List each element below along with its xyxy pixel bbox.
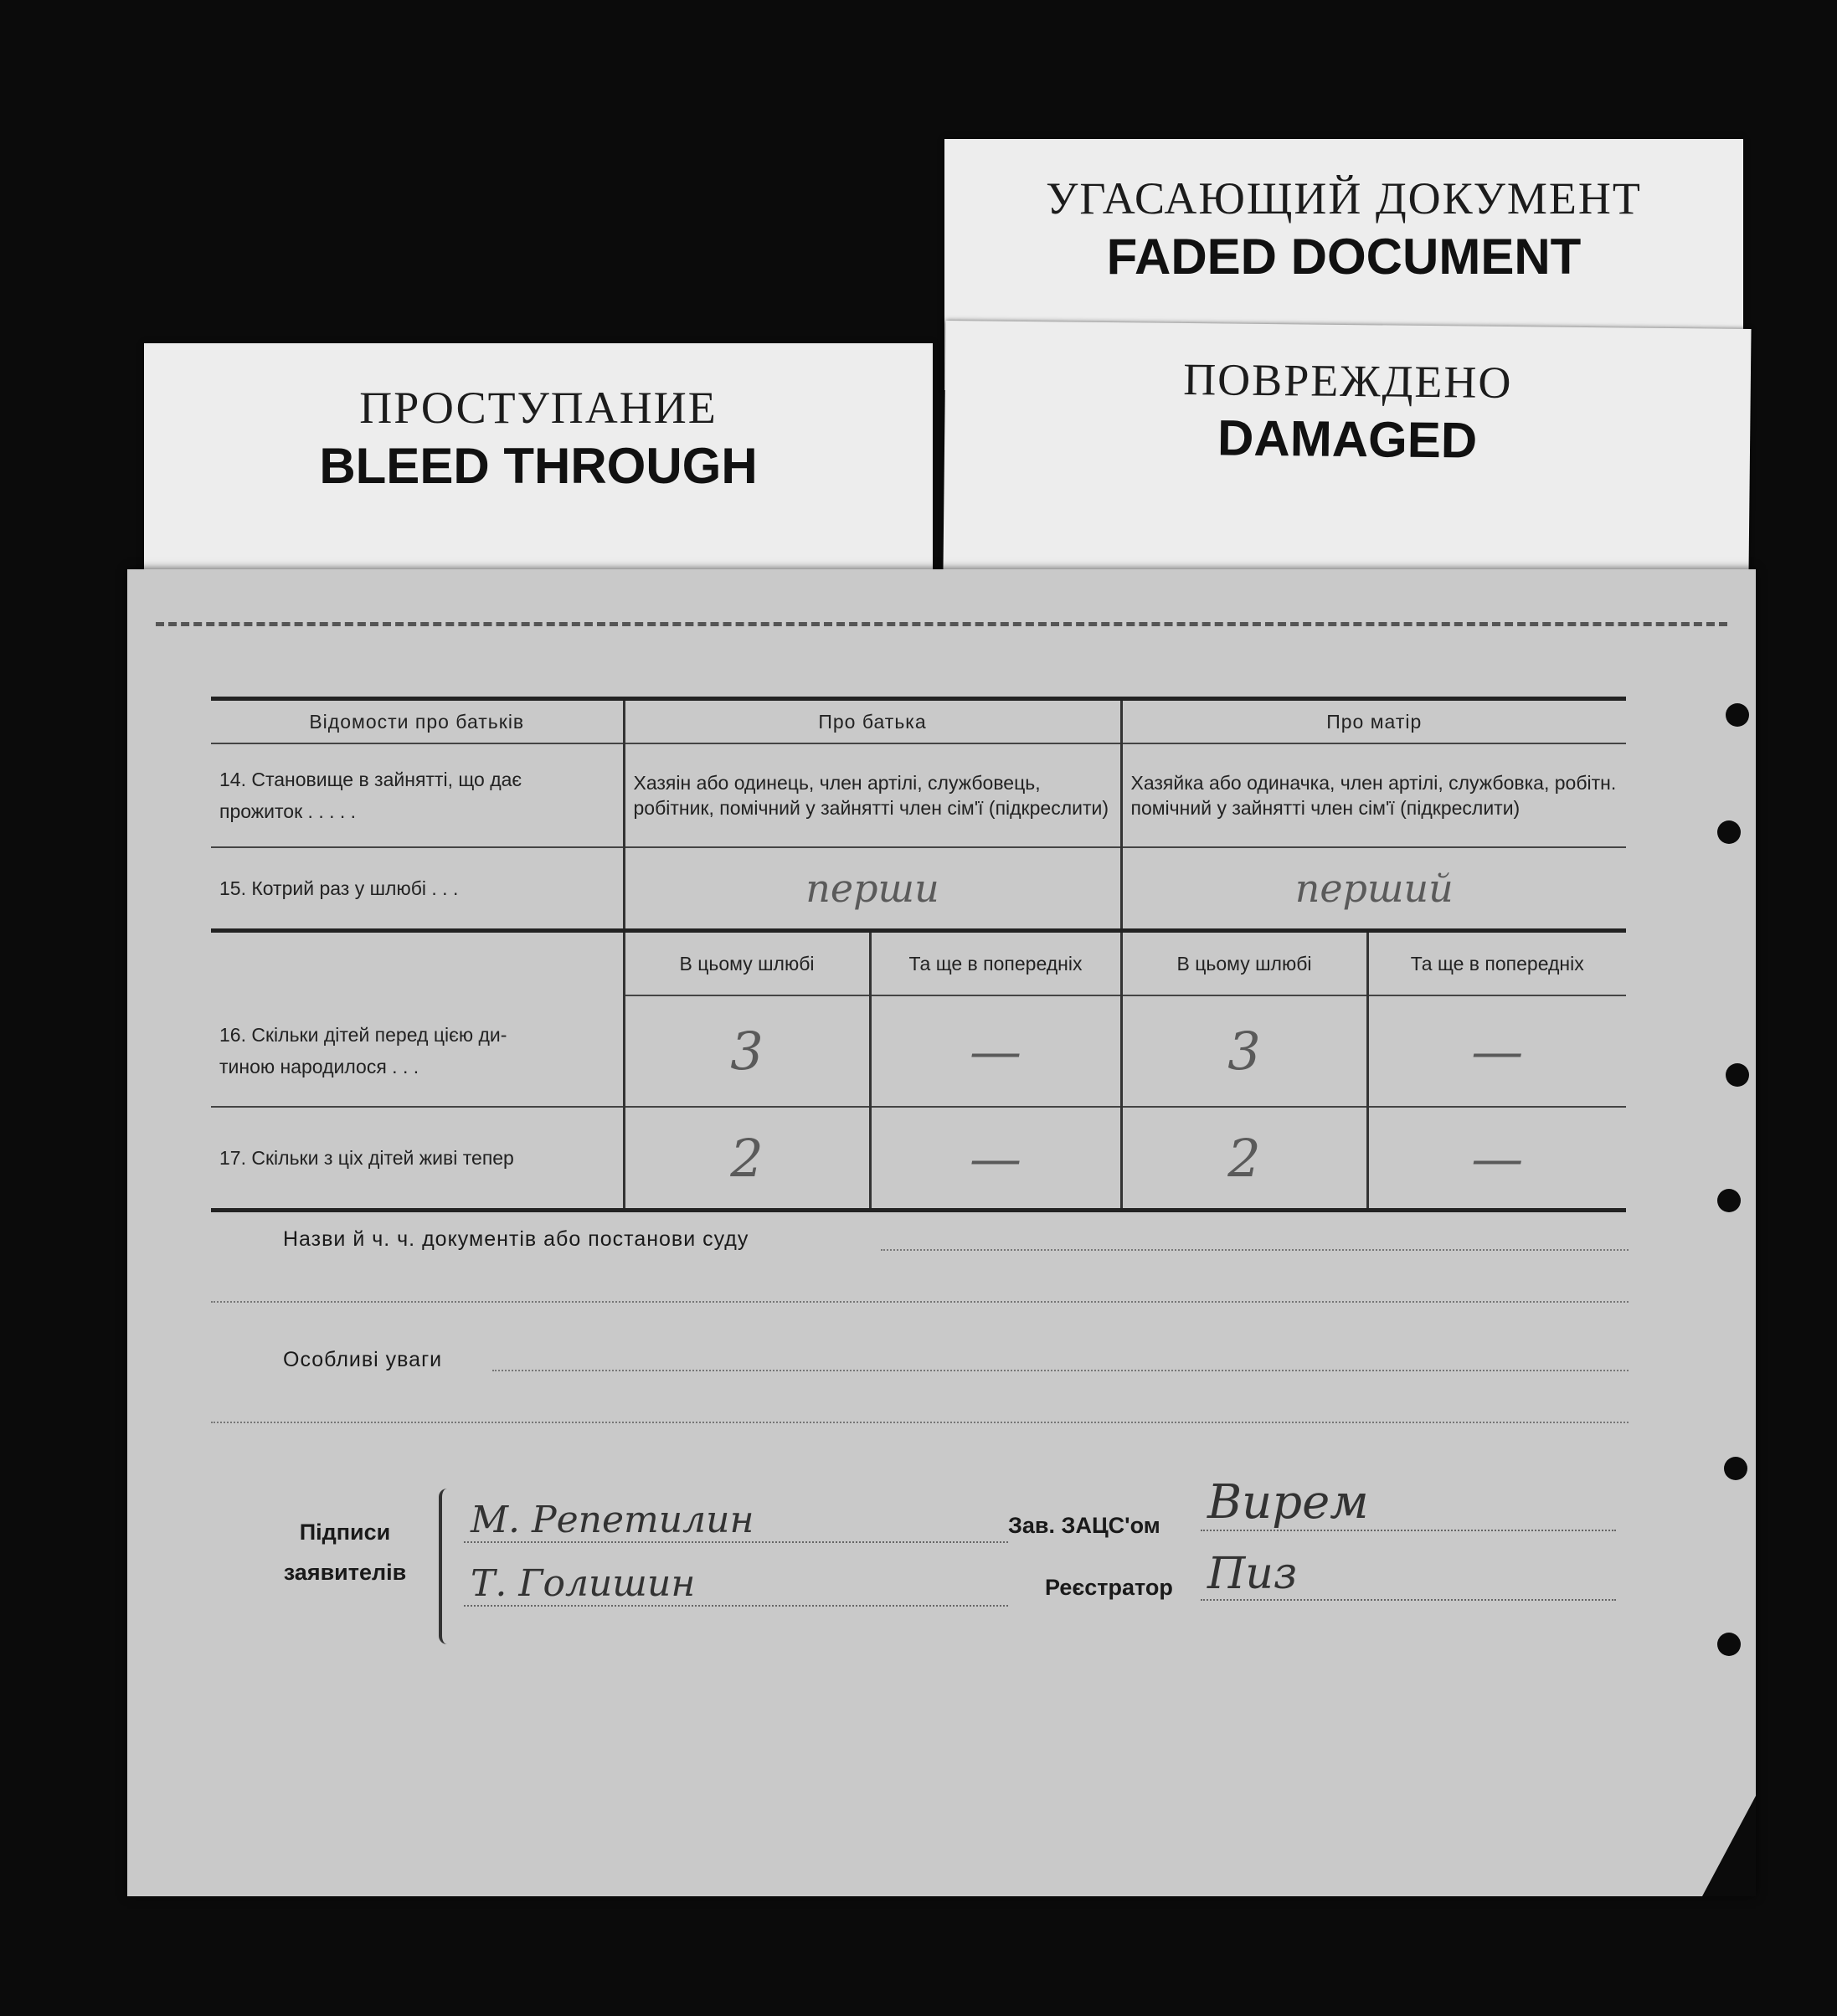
damaged-slip [943,321,1751,580]
row15-mother-value: перший [1121,847,1626,931]
binding-hole [1724,1457,1747,1480]
row17-mother-prev: — [1367,1107,1626,1211]
damaged-corner [1689,1796,1756,1896]
subheader-mother-this: В цьому шлюбі [1121,931,1367,996]
subheader-row [211,931,1626,996]
perforation-line [156,622,1727,626]
binding-hole [1717,820,1741,844]
row14-father-options: Хазяін або одинець, член артілі, службовець, робітник, помічний у зайнятті член сім'ї (підкреслити) [624,743,1121,847]
parents-info-table [211,697,1626,1212]
damaged-slip-ru: ПОВРЕЖДЕНО [1182,353,1513,409]
registration-form-sheet [127,569,1756,1896]
registrar-label: Реєстратор [1045,1575,1173,1600]
documents-label: Назви й ч. ч. документів або постанови суду [283,1227,749,1251]
row-16 [211,995,1626,1107]
faded-slip-en: FADED DOCUMENT [1106,229,1582,285]
notes-label: Особливі уваги [283,1348,443,1371]
row16-label-line1: 16. Скільки дітей перед цією ди- [219,1024,507,1046]
subheader-father-this: В цьому шлюбі [624,931,870,996]
bleed-slip-ru: ПРОСТУПАНИЕ [359,383,718,433]
signatures-label-line1: Підписи [299,1520,391,1545]
row14-label-line1: 14. Становище в зайнятті, що дає [219,769,522,790]
subheader-father-prev: Та ще в попередніх [870,931,1121,996]
documents-line-1 [881,1249,1629,1251]
header-parents-info: Відомости про батьків [309,710,525,733]
registrar-signature: Пиз [1201,1549,1616,1601]
bleed-through-slip [144,343,933,594]
zags-head-signature: Вирем [1201,1475,1616,1531]
row16-mother-prev: — [1367,995,1626,1107]
row17-mother-this: 2 [1121,1107,1367,1211]
row16-label-line2: тиною народилося . . . [219,1056,419,1077]
documents-line-2 [211,1301,1629,1303]
table-header-row [211,699,1626,744]
row17-father-this: 2 [624,1107,870,1211]
applicants-signatures-label [253,1512,437,1592]
notes-line-1 [492,1370,1629,1371]
row17-father-prev: — [870,1107,1121,1211]
bleed-slip-en: BLEED THROUGH [319,438,758,494]
row16-father-prev: — [870,995,1121,1107]
row14-mother-options: Хазяйка або одиначка, член артілі, службовка, робітн. помічний у зайнятті член сім'ї (підкреслити) [1121,743,1626,847]
signatures-label-line2: заявителів [283,1560,407,1585]
damaged-slip-en: DAMAGED [1217,409,1478,469]
header-father: Про батька [624,699,1121,744]
binding-hole [1717,1633,1741,1656]
faded-slip-ru: УГАСАЮЩИЙ ДОКУМЕНТ [1046,173,1642,224]
binding-hole [1717,1189,1741,1212]
zags-head-label: Зав. ЗАЦС'ом [1008,1513,1160,1538]
row-17 [211,1107,1626,1211]
row15-label: 15. Котрий раз у шлюбі . . . [219,877,459,899]
header-mother: Про матір [1121,699,1626,744]
row-14 [211,743,1626,847]
subheader-mother-prev: Та ще в попередніх [1367,931,1626,996]
signatures-brace [439,1489,454,1644]
applicant-1-signature: М. Репетилин [464,1499,1008,1543]
binding-hole [1726,1063,1749,1087]
row15-father-value: перши [624,847,1121,931]
row16-father-this: 3 [624,995,870,1107]
row16-mother-this: 3 [1121,995,1367,1107]
applicant-2-signature: Т. Голишин [464,1562,1008,1607]
row-15 [211,847,1626,931]
notes-line-2 [211,1422,1629,1423]
row17-label: 17. Скільки з ціх дітей живі тепер [219,1147,514,1169]
row14-label-line2: прожиток . . . . . [219,800,357,822]
binding-hole [1726,703,1749,727]
